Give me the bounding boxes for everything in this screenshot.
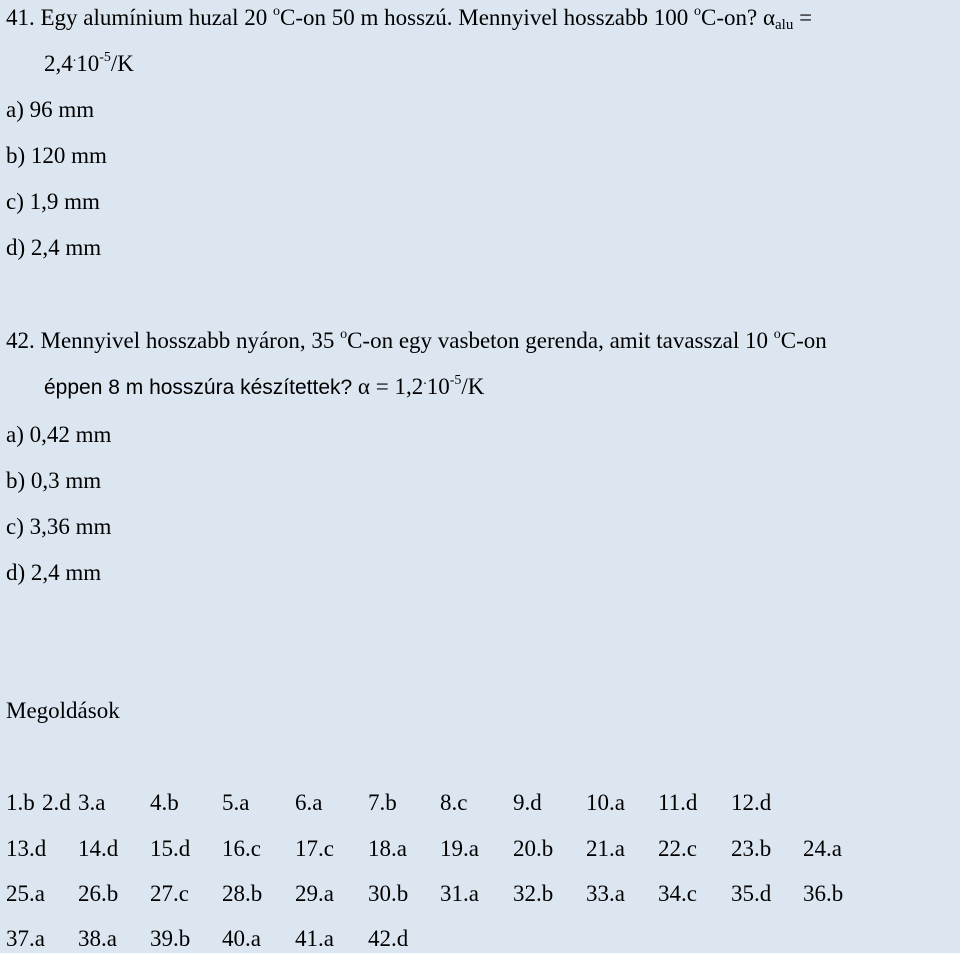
answer-cell: 18.a	[368, 836, 407, 861]
answer-cell: 29.a	[295, 881, 334, 906]
answer-cell: 39.b	[150, 926, 191, 951]
degree-sup: o	[340, 327, 348, 342]
answer-cell: 8.c	[440, 790, 468, 815]
q41-text-part: 41. Egy alumínium huzal 20	[6, 5, 274, 30]
answer-cell: 9.d	[513, 790, 542, 815]
answer-cell: 20.b	[513, 836, 554, 861]
answer-cell: 24.a	[803, 836, 842, 861]
answer-cell: 21.a	[586, 836, 625, 861]
coefficient-value: 2,4	[44, 51, 73, 76]
answer-cell: 17.c	[295, 836, 334, 861]
q41-stem-line2	[44, 50, 134, 78]
q42-option-a: a) 0,42 mm	[6, 422, 112, 447]
answer-cell: 26.b	[78, 881, 119, 906]
solutions-title: Megoldások	[6, 698, 120, 723]
q42-stem-line1	[6, 327, 827, 355]
answer-cell: 4.b	[150, 790, 179, 815]
q41-text-part: C-on 50 m hosszú. Mennyivel hosszabb 100	[280, 5, 694, 30]
answer-cell: 5.a	[222, 790, 250, 815]
answer-cell: 40.a	[222, 926, 261, 951]
coefficient-unit: /K	[461, 374, 485, 399]
answer-cell: 27.c	[150, 881, 189, 906]
degree-sup: o	[273, 4, 281, 19]
answer-cell: 14.d	[78, 836, 119, 861]
answer-cell: 42.d	[368, 926, 409, 951]
q41-text-part: C-on? α	[700, 5, 775, 30]
q42-text-part: C-on	[780, 328, 827, 353]
q42-text-part: 42. Mennyivel hosszabb nyáron, 35	[6, 328, 341, 353]
q42-option-c: c) 3,36 mm	[6, 514, 112, 539]
answer-cell: 10.a	[586, 790, 625, 815]
coefficient-base: 10	[426, 374, 450, 399]
answer-cell: 2.d	[42, 790, 71, 815]
answer-cell: 12.d	[731, 790, 772, 815]
coefficient-exponent: -5	[449, 373, 462, 388]
q42-stem-line2	[44, 373, 484, 402]
q42-option-b: b) 0,3 mm	[6, 468, 102, 493]
answer-cell: 22.c	[658, 836, 697, 861]
answer-cell: 32.b	[513, 881, 554, 906]
answer-cell: 30.b	[368, 881, 409, 906]
answer-cell: 19.a	[440, 836, 479, 861]
equals-sign: =	[793, 5, 813, 30]
q42-option-d: d) 2,4 mm	[6, 560, 102, 585]
coefficient-exponent: -5	[99, 50, 111, 65]
q41-stem-line1	[6, 4, 812, 32]
alpha-value: α = 1,2	[352, 374, 424, 399]
coefficient-base: 10	[76, 51, 100, 76]
q41-option-b: b) 120 mm	[6, 143, 107, 168]
answer-cell: 3.a	[78, 790, 106, 815]
answer-cell: 38.a	[78, 926, 117, 951]
answer-cell: 6.a	[295, 790, 323, 815]
q41-option-c: c) 1,9 mm	[6, 189, 100, 214]
answer-cell: 35.d	[731, 881, 772, 906]
answer-cell: 23.b	[731, 836, 772, 861]
degree-sup: o	[773, 327, 781, 342]
answer-cell: 41.a	[295, 926, 334, 951]
answer-cell: 1.b	[6, 790, 35, 815]
coefficient-unit: /K	[110, 51, 134, 76]
answer-cell: 34.c	[658, 881, 697, 906]
answer-cell: 36.b	[803, 881, 844, 906]
q41-option-d: d) 2,4 mm	[6, 235, 102, 260]
q41-option-a: a) 96 mm	[6, 97, 95, 122]
answer-cell: 31.a	[440, 881, 479, 906]
q42-text-part: éppen 8 m hosszúra készítettek?	[44, 376, 353, 399]
answer-cell: 33.a	[586, 881, 625, 906]
answer-cell: 11.d	[658, 790, 698, 815]
q42-text-part: C-on egy vasbeton gerenda, amit tavasszal 10	[347, 328, 774, 353]
alpha-subscript: alu	[775, 17, 794, 33]
answer-cell: 13.d	[6, 836, 47, 861]
answer-cell: 25.a	[6, 881, 45, 906]
answer-cell: 28.b	[222, 881, 263, 906]
answer-cell: 16.c	[222, 836, 261, 861]
answer-cell: 7.b	[368, 790, 397, 815]
answer-cell: 15.d	[150, 836, 191, 861]
multiply-dot: .	[423, 373, 427, 388]
multiply-dot: .	[72, 50, 77, 65]
answer-cell: 37.a	[6, 926, 45, 951]
degree-sup: o	[693, 4, 701, 19]
